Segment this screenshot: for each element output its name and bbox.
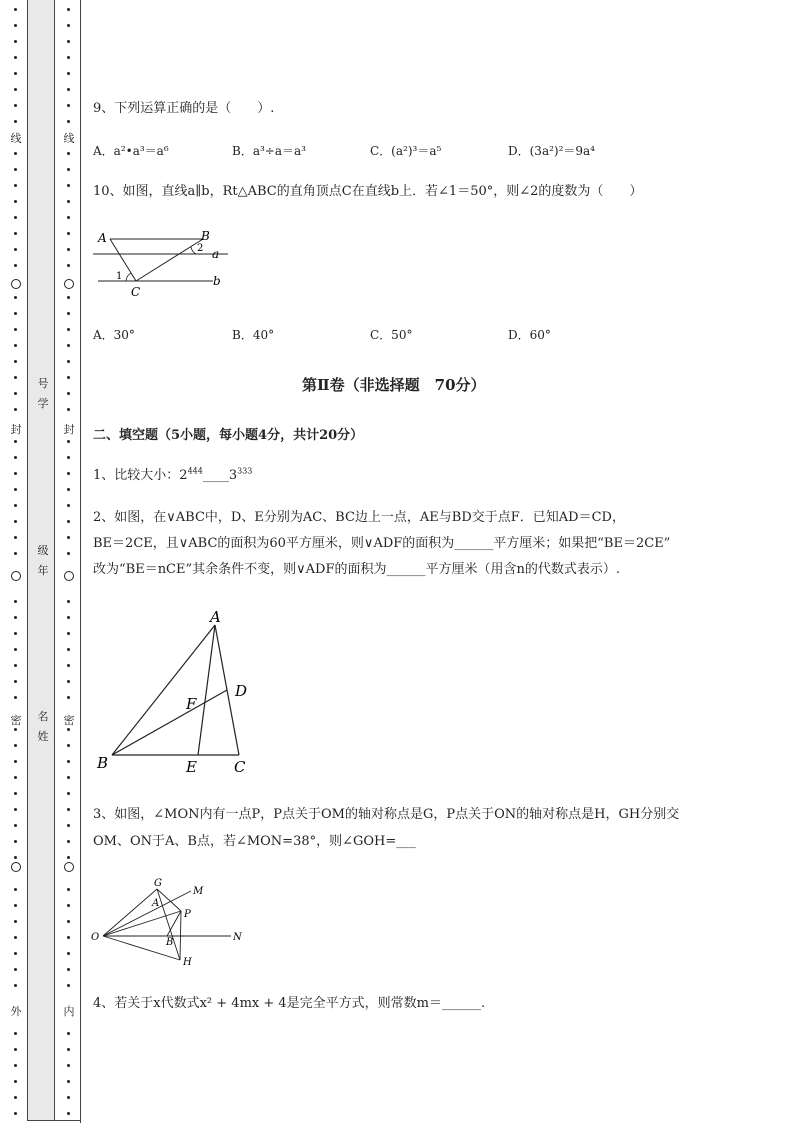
name-label-1: 名	[37, 710, 49, 723]
fill2-line1: 2、如图，在∨ABC中，D、E分别为AC、BC边上一点，AE与BD交于点F．已知AD＝CD，	[93, 510, 625, 525]
name-label-2: 姓	[37, 730, 49, 743]
binding-dot	[67, 1032, 70, 1035]
segment-bc	[136, 239, 203, 281]
binding-dot	[67, 264, 70, 267]
binding-dot	[14, 520, 17, 523]
q10-option-d: D．60°	[508, 328, 551, 342]
binding-dot	[67, 936, 70, 939]
fill4: 4、若关于x代数式x² + 4mx + 4是完全平方式，则常数m＝______.	[93, 996, 486, 1011]
binding-hole	[64, 862, 74, 872]
segment-ph	[180, 911, 181, 960]
binding-dot	[67, 232, 70, 235]
label-M: M	[193, 886, 204, 897]
binding-dot	[14, 216, 17, 219]
binding-dot	[67, 792, 70, 795]
binding-dot	[14, 1080, 17, 1083]
binding-dot	[67, 24, 70, 27]
label-B: B	[166, 937, 174, 948]
binding-dot	[67, 440, 70, 443]
fill2-line3: 改为“BE＝nCE”其余条件不变，则∨ADF的面积为______平方厘米（用含n的代数式表示）.	[93, 562, 620, 577]
margin-char-secret-left: 密	[10, 714, 22, 727]
grade-label-1: 级	[37, 544, 49, 557]
binding-dot	[14, 56, 17, 59]
binding-dot	[14, 376, 17, 379]
q10-option-b: B．40°	[232, 328, 275, 342]
binding-dot	[67, 760, 70, 763]
binding-dot	[67, 376, 70, 379]
label-G: G	[154, 878, 162, 889]
binding-dot	[14, 984, 17, 987]
binding-dot	[14, 8, 17, 11]
binding-dot	[14, 856, 17, 859]
q9-option-a: A．a²•a³＝a⁶	[93, 144, 169, 158]
margin-char-inner-right: 内	[63, 1005, 75, 1018]
fill2-figure	[92, 610, 262, 780]
binding-dot	[67, 200, 70, 203]
grade-label-2: 年	[37, 564, 49, 577]
binding-dot	[67, 648, 70, 651]
fill1-base1: 2	[179, 468, 188, 483]
binding-dot	[67, 392, 70, 395]
binding-dot	[14, 232, 17, 235]
binding-dot	[67, 344, 70, 347]
binding-dot	[67, 680, 70, 683]
margin-char-line-right: 线	[63, 132, 75, 145]
binding-dot	[67, 152, 70, 155]
label-A: A	[210, 610, 221, 626]
binding-dot	[67, 744, 70, 747]
binding-dot	[14, 968, 17, 971]
binding-dot	[67, 616, 70, 619]
binding-dot	[14, 296, 17, 299]
label-A: A	[152, 898, 160, 909]
binding-dot	[14, 152, 17, 155]
binding-dot	[14, 1064, 17, 1067]
angle-1-arc	[126, 273, 131, 281]
binding-dot	[67, 520, 70, 523]
binding-dot	[67, 632, 70, 635]
section-two-title: 二、填空题（5小题，每小题4分，共计20分）	[93, 428, 364, 443]
binding-dot	[67, 312, 70, 315]
student-id-label-1: 号	[37, 377, 49, 390]
binding-dot	[14, 120, 17, 123]
label-P: P	[184, 909, 191, 920]
binding-dot	[67, 488, 70, 491]
binding-dot	[14, 824, 17, 827]
label-a: a	[212, 247, 220, 261]
binding-dot	[67, 840, 70, 843]
binding-dot	[67, 216, 70, 219]
binding-dot	[14, 840, 17, 843]
label-H: H	[183, 957, 192, 968]
binding-dot	[14, 952, 17, 955]
binding-dot	[67, 824, 70, 827]
margin-rule	[80, 0, 81, 1123]
label-D: D	[235, 682, 248, 700]
label-b: b	[213, 274, 221, 288]
binding-dot	[14, 104, 17, 107]
binding-dot	[67, 728, 70, 731]
binding-dot	[67, 904, 70, 907]
label-E: E	[186, 758, 197, 776]
binding-dot	[67, 952, 70, 955]
binding-dot	[14, 40, 17, 43]
binding-dot	[14, 808, 17, 811]
binding-hole	[11, 571, 21, 581]
binding-dot	[67, 56, 70, 59]
fill1-prefix: 1、比较大小：	[93, 468, 180, 483]
binding-dot	[14, 392, 17, 395]
binding-dot	[67, 776, 70, 779]
binding-dot	[14, 920, 17, 923]
binding-dot	[67, 168, 70, 171]
binding-hole	[64, 571, 74, 581]
binding-dot	[14, 648, 17, 651]
binding-dot	[14, 1096, 17, 1099]
binding-dot	[14, 72, 17, 75]
binding-dot	[67, 920, 70, 923]
binding-dot	[67, 1096, 70, 1099]
label-B: B	[97, 754, 109, 772]
label-C: C	[234, 758, 246, 776]
binding-dot	[67, 8, 70, 11]
binding-dot	[14, 664, 17, 667]
binding-dot	[14, 632, 17, 635]
segment-ae	[198, 625, 215, 755]
binding-dot	[14, 88, 17, 91]
binding-dot	[67, 984, 70, 987]
binding-dot	[67, 328, 70, 331]
q10-figure	[88, 225, 238, 300]
binding-dot	[14, 1048, 17, 1051]
binding-hole	[64, 279, 74, 289]
binding-dot	[67, 808, 70, 811]
binding-dot	[67, 600, 70, 603]
binding-dot	[14, 536, 17, 539]
segment-ba	[112, 625, 215, 755]
binding-dot	[67, 104, 70, 107]
binding-dot	[14, 1112, 17, 1115]
binding-dot	[67, 1112, 70, 1115]
student-id-label-2: 学	[37, 397, 49, 410]
binding-dot	[67, 120, 70, 123]
fill2-line2: BE＝2CE，且∨ABC的面积为60平方厘米，则∨ADF的面积为______平方厘米；如果把“BE＝2CE”	[93, 536, 671, 551]
binding-dot	[14, 200, 17, 203]
label-O: O	[91, 932, 100, 943]
label-F: F	[186, 695, 197, 713]
binding-dot	[14, 248, 17, 251]
binding-dot	[67, 296, 70, 299]
binding-dot	[67, 456, 70, 459]
label-B: B	[201, 229, 210, 243]
binding-dot	[67, 248, 70, 251]
binding-dot	[14, 904, 17, 907]
binding-dot	[14, 744, 17, 747]
q9-option-b: B．a³÷a＝a³	[232, 144, 306, 158]
fill1-base2: 3	[228, 468, 238, 483]
q10-option-c: C．50°	[370, 328, 413, 342]
binding-dot	[14, 184, 17, 187]
binding-dot	[14, 328, 17, 331]
label-2: 2	[197, 243, 204, 254]
binding-dot	[14, 728, 17, 731]
binding-dot	[67, 504, 70, 507]
binding-dot	[14, 600, 17, 603]
binding-dot	[67, 184, 70, 187]
binding-dot	[14, 936, 17, 939]
binding-dot	[67, 40, 70, 43]
binding-dot	[67, 72, 70, 75]
q10-option-a: A．30°	[93, 328, 135, 342]
q9-stem: 9、下列运算正确的是（ ）.	[93, 101, 275, 116]
binding-dot	[14, 680, 17, 683]
binding-hole	[11, 279, 21, 289]
label-N: N	[233, 932, 242, 943]
binding-dot	[14, 440, 17, 443]
binding-dot	[67, 968, 70, 971]
label-1: 1	[116, 271, 123, 282]
binding-dot	[14, 264, 17, 267]
label-C: C	[131, 285, 141, 299]
margin-char-outer-left: 外	[10, 1005, 22, 1018]
part-two-title: 第Ⅱ卷（非选择题 70分）	[302, 376, 486, 394]
binding-dot	[67, 88, 70, 91]
binding-dot	[14, 312, 17, 315]
fill1	[93, 467, 252, 485]
binding-dot	[67, 552, 70, 555]
segment-ac	[110, 239, 136, 281]
binding-dot	[14, 696, 17, 699]
binding-dot	[14, 616, 17, 619]
binding-dot	[67, 696, 70, 699]
binding-hole	[11, 862, 21, 872]
binding-dot	[67, 360, 70, 363]
q9-option-c: C．(a²)³＝a⁵	[370, 144, 442, 158]
label-A: A	[98, 231, 107, 245]
binding-dot	[14, 552, 17, 555]
binding-dot	[67, 856, 70, 859]
binding-dot	[67, 472, 70, 475]
binding-dot	[67, 664, 70, 667]
binding-dot	[67, 888, 70, 891]
binding-dot	[67, 1080, 70, 1083]
fill1-exp1: 444	[187, 466, 203, 476]
margin-bottom-rule	[27, 1120, 81, 1121]
binding-strip	[27, 0, 55, 1120]
angle-2-arc	[191, 247, 196, 254]
binding-dot	[14, 504, 17, 507]
fill1-blank: ____	[202, 468, 229, 483]
margin-char-line-left: 线	[10, 132, 22, 145]
binding-dot	[14, 344, 17, 347]
fill3-line1: 3、如图，∠MON内有一点P，P点关于OM的轴对称点是G，P点关于ON的轴对称点是H，GH分别交	[93, 807, 680, 822]
binding-dot	[14, 760, 17, 763]
binding-dot	[14, 24, 17, 27]
binding-dot	[14, 792, 17, 795]
binding-dot	[67, 408, 70, 411]
binding-dot	[14, 456, 17, 459]
binding-dot	[14, 888, 17, 891]
margin-char-seal-right: 封	[63, 423, 75, 436]
binding-dot	[14, 360, 17, 363]
margin-char-secret-right: 密	[63, 714, 75, 727]
binding-dot	[67, 1048, 70, 1051]
fill3-line2: OM、ON于A、B点，若∠MON=38°，则∠GOH=___	[93, 834, 416, 849]
binding-dot	[14, 776, 17, 779]
fill1-exp2: 333	[237, 466, 253, 476]
fill3-figure	[88, 875, 253, 970]
binding-dot	[14, 1032, 17, 1035]
binding-dot	[14, 408, 17, 411]
binding-dot	[14, 168, 17, 171]
segment-bd	[112, 690, 227, 755]
margin-char-seal-left: 封	[10, 423, 22, 436]
q9-option-d: D．(3a²)²＝9a⁴	[508, 144, 595, 158]
binding-dot	[14, 472, 17, 475]
binding-dot	[67, 536, 70, 539]
binding-dot	[67, 1064, 70, 1067]
q10-stem: 10、如图，直线a∥b，Rt△ABC的直角顶点C在直线b上．若∠1＝50°，则∠2的度数为（ ）	[93, 184, 643, 199]
binding-dot	[14, 488, 17, 491]
